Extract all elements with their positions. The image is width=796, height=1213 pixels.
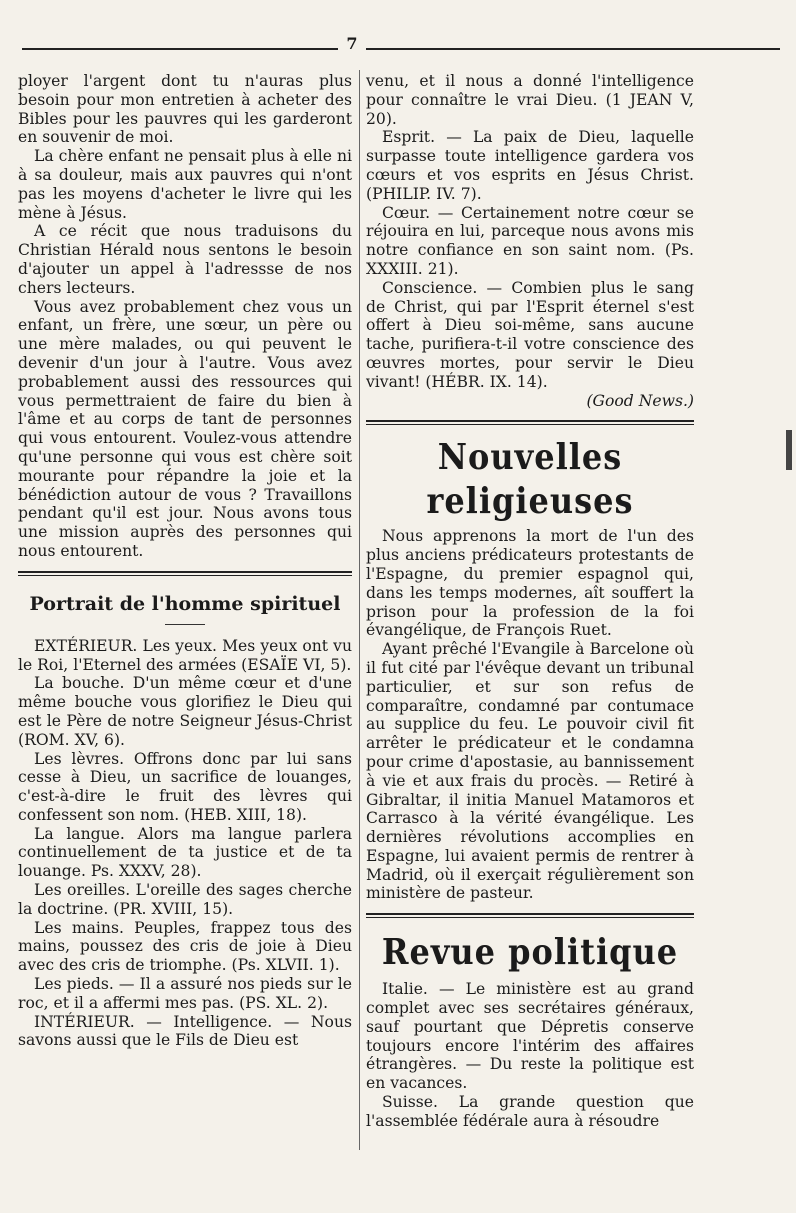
paragraph: Conscience. — Combien plus le sang de Christ, qui par l'Esprit éternel s'est offert à Dieu soi-même, sans aucune tache, purifiera-t-il votre conscience des œuvres mortes, pour servir le Dieu vivant! (HÉBR. IX. 14).: [366, 278, 694, 391]
paragraph: A ce récit que nous traduisons du Christian Hérald nous sentons le besoin d'ajouter un appel à l'adressse de nos chers lecteurs.: [18, 222, 352, 297]
paragraph: La chère enfant ne pensait plus à elle ni à sa douleur, mais aux pauvres qui n'ont pas les moyens d'acheter le livre qui les mène à Jésus.: [18, 147, 352, 222]
paragraph: Vous avez probablement chez vous un enfant, un frère, une sœur, un père ou une mère malades, ou qui peuvent le devenir d'un jour à l'autre. Vous avez probablement aussi des ressources qui vous permettraient de faire du bien à l'âme et au corps de tant de personnes qui vous entourent. Voulez-vous attendre qu'une personne qui vous est chère soit mourante pour répandre la joie et la bénédiction autour de vous ? Travaillons pendant qu'il est jour. Nous avons tous une mission auprès des personnes qui nous entourent.: [18, 297, 352, 560]
right-column: [366, 72, 694, 1131]
paragraph: venu, et il nous a donné l'intelligence pour connaître le vrai Dieu. (1 JEAN V, 20).: [366, 72, 694, 128]
paragraph: Ayant prêché l'Evangile à Barcelone où il fut cité par l'évêque devant un tribunal particulier, et sur son refus de comparaître, condamné par contumace au supplice du feu. Le pouvoir civil fit arrêter le prédicateur et le condamna pour crime d'apostasie, au bannissement à vie et aux frais du procès. — Retiré à Gibraltar, il initia Manuel Matamoros et Carrasco à la vérité évangélique. Les dernières révolutions accomplies en Espagne, lui avaient permis de rentrer à Madrid, où il exerçait régulièrement son ministère de pasteur.: [366, 640, 694, 903]
column-divider: [359, 70, 360, 1150]
page-edge-mark: [786, 430, 792, 470]
heading-rule: [165, 624, 205, 625]
paragraph: La bouche. D'un même cœur et d'une même bouche vous glorifiez le Dieu qui est le Père de notre Seigneur Jésus-Christ (ROM. XV, 6).: [18, 674, 352, 749]
header-rule-right: [366, 48, 780, 50]
paragraph: Les pieds. — Il a assuré nos pieds sur le roc, et il a affermi mes pas. (PS. XL. 2).: [18, 975, 352, 1012]
paragraph: Nous apprenons la mort de l'un des plus anciens prédicateurs protestants de l'Espagne, du premier espagnol qui, dans les temps modernes, aît souffert la prison pour la profession de la foi évangélique, de François Ruet.: [366, 527, 694, 640]
paragraph: Italie. — Le ministère est au grand complet avec ses secrétaires généraux, sauf pourtant que Dépretis conserve toujours encore l'intérim des affaires étrangères. — Du reste la politique est en vacances.: [366, 980, 694, 1093]
section-divider: [366, 913, 694, 918]
paragraph: Suisse. La grande question que l'assemblée fédérale aura à résoudre: [366, 1093, 694, 1130]
page-number: 7: [346, 34, 358, 53]
header-rule-left: [22, 48, 338, 50]
section-heading-nouvelles: Nouvelles religieuses: [426, 436, 634, 523]
paragraph: Esprit. — La paix de Dieu, laquelle surpasse toute intelligence gardera vos cœurs et vos esprits en Jésus Christ. (PHILIP. IV. 7).: [366, 128, 694, 203]
source-signature: (Good News.): [586, 391, 694, 410]
section-divider: [366, 420, 694, 425]
paragraph: La langue. Alors ma langue parlera continuellement de ta justice et de ta louange. Ps. XXXV, 28).: [18, 824, 352, 881]
paragraph: Les mains. Peuples, frappez tous des mains, poussez des cris de joie à Dieu avec des cris de triomphe. (Ps. XLVII. 1).: [18, 918, 352, 975]
paragraph: Les oreilles. L'oreille des sages cherche la doctrine. (PR. XVIII, 15).: [18, 881, 352, 918]
section-heading-revue: Revue politique: [381, 931, 679, 974]
paragraph: INTÉRIEUR. — Intelligence. — Nous savons aussi que le Fils de Dieu est: [18, 1012, 352, 1050]
left-column: [18, 72, 352, 1050]
paragraph: Cœur. — Certainement notre cœur se réjouira en lui, parceque nous avons mis notre confiance en son saint nom. (Ps. XXXIII. 21).: [366, 203, 694, 278]
section-heading-portrait: Portrait de l'homme spirituel: [29, 592, 341, 615]
paragraph: EXTÉRIEUR. Les yeux. Mes yeux ont vu le Roi, l'Eternel des armées (ESAÏE VI, 5).: [18, 636, 352, 674]
paragraph: ployer l'argent dont tu n'auras plus besoin pour mon entretien à acheter des Bibles pour les pauvres qui les garderont en souvenir de moi.: [18, 72, 352, 147]
paragraph: Les lèvres. Offrons donc par lui sans cesse à Dieu, un sacrifice de louanges, c'est-à-dire le fruit des lèvres qui confessent son nom. (HEB. XIII, 18).: [18, 749, 352, 824]
section-divider: [18, 571, 352, 576]
